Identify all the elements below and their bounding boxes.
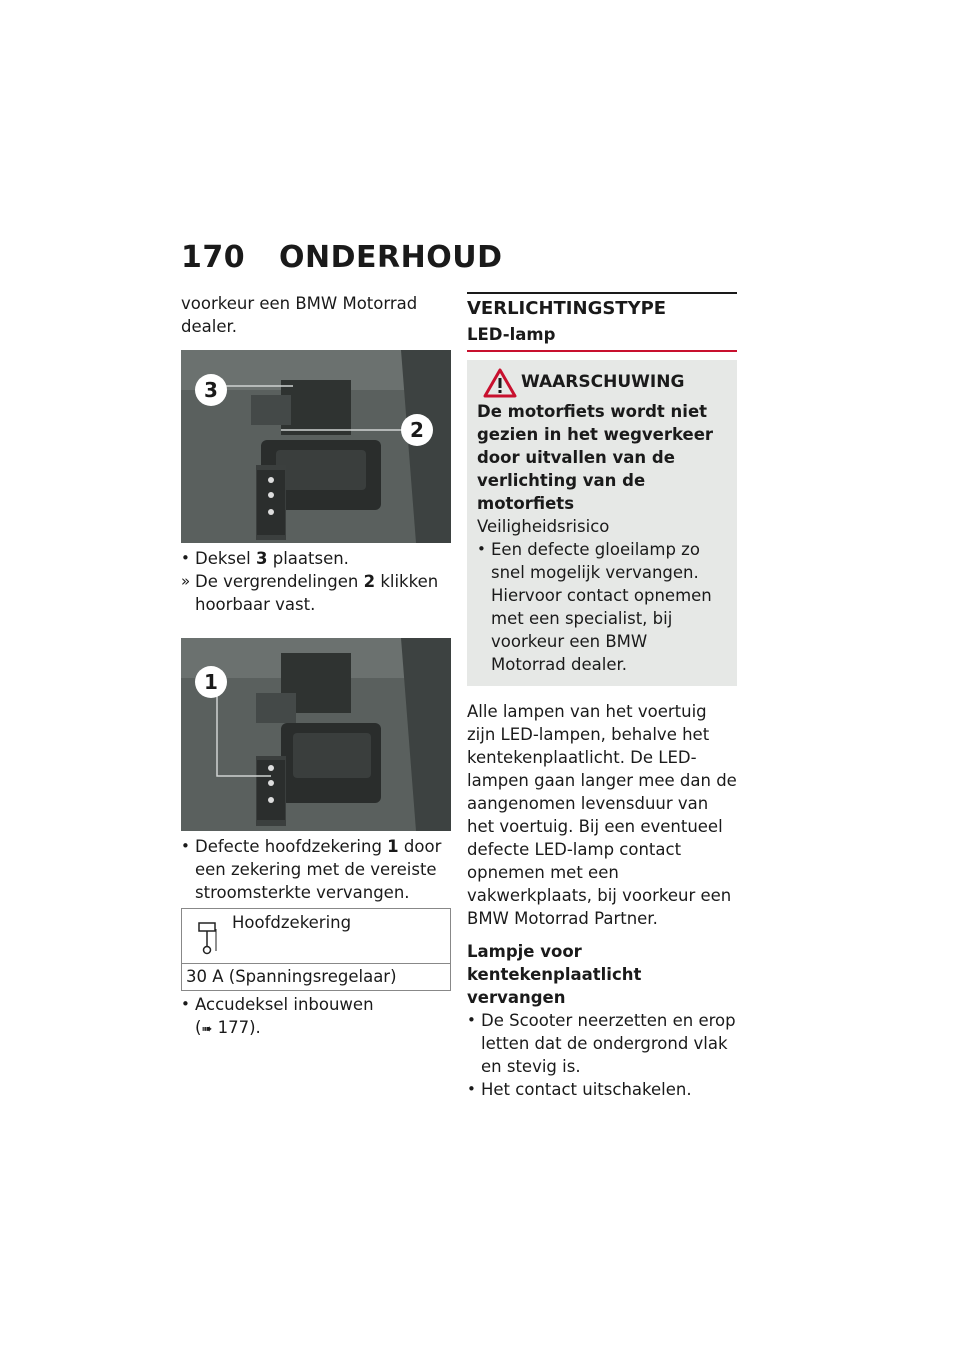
intro-text: voorkeur een BMW Motorrad dealer.	[181, 294, 418, 336]
list-item: • Defecte hoofdzekering 1 door een zekering met de vereiste stroomsterkte vervangen.	[181, 837, 442, 902]
list-item: • Deksel 3 plaatsen.	[181, 549, 349, 568]
right-column	[467, 292, 737, 1101]
photo-battery-cover	[181, 350, 451, 543]
subsection-title-2: Lampje voor kentekenplaatlicht vervangen	[467, 942, 642, 1007]
section-title: VERLICHTINGSTYPE	[467, 298, 667, 319]
list-item: • Het contact uitschakelen.	[467, 1080, 692, 1099]
section-rule	[467, 292, 737, 294]
callout-3: 3	[204, 378, 218, 402]
warning-rule	[467, 350, 737, 352]
warning-triangle-icon	[483, 368, 517, 398]
page-ref[interactable]: 177).	[217, 1018, 261, 1037]
body-text: Alle lampen van het voertuig zijn LED-lampen, behalve het kentekenplaatlicht. De LED-lampen gaan langer mee dan de aangenomen levensduur van het voertuig. Bij een eventueel defecte LED-lamp contact opnemen met een vakwerkplaats, bij voorkeur een BMW Motorrad Partner.	[467, 702, 737, 928]
steps-list-1	[181, 547, 451, 616]
warning-box	[467, 360, 737, 686]
list-item: » De vergrendelingen 2 klikken hoorbaar vast.	[181, 572, 439, 614]
steps-list-right	[467, 1009, 737, 1101]
chapter-title: ONDERHOUD	[279, 240, 503, 275]
callout-1: 1	[204, 670, 218, 694]
warning-title: WAARSCHUWING	[521, 372, 727, 400]
photo-main-fuse	[181, 638, 451, 831]
spec-value: 30 A (Spanningsregelaar)	[186, 967, 397, 986]
spec-table	[181, 908, 451, 991]
steps-list-2	[181, 835, 451, 904]
warning-list	[477, 538, 727, 676]
page-header	[181, 240, 502, 275]
page-ref-arrow-icon[interactable]: ➠	[201, 1022, 213, 1037]
list-item: • Een defecte gloeilamp zo snel mogelijk vervangen. Hiervoor contact opnemen met een specialist, bij voorkeur een BMW Motorrad dealer.	[477, 540, 712, 674]
page-number: 170	[181, 240, 246, 275]
warning-risk: Veiligheidsrisico	[477, 517, 610, 536]
list-item: • De Scooter neerzetten en erop letten dat de ondergrond vlak en stevig is.	[467, 1011, 736, 1076]
subsection-title: LED-lamp	[467, 325, 556, 344]
left-column	[181, 292, 451, 1041]
list-item: • Accudeksel inbouwen (➠ 177).	[181, 995, 374, 1037]
spec-label: Hoofdzekering	[232, 913, 352, 932]
callout-2: 2	[410, 418, 424, 442]
steps-list-3	[181, 993, 451, 1041]
spec-header	[182, 909, 450, 964]
fuse-icon	[196, 917, 218, 957]
warning-headline: De motorfiets wordt niet gezien in het wegverkeer door uitvallen van de verlichting van de motorfiets	[477, 402, 714, 513]
